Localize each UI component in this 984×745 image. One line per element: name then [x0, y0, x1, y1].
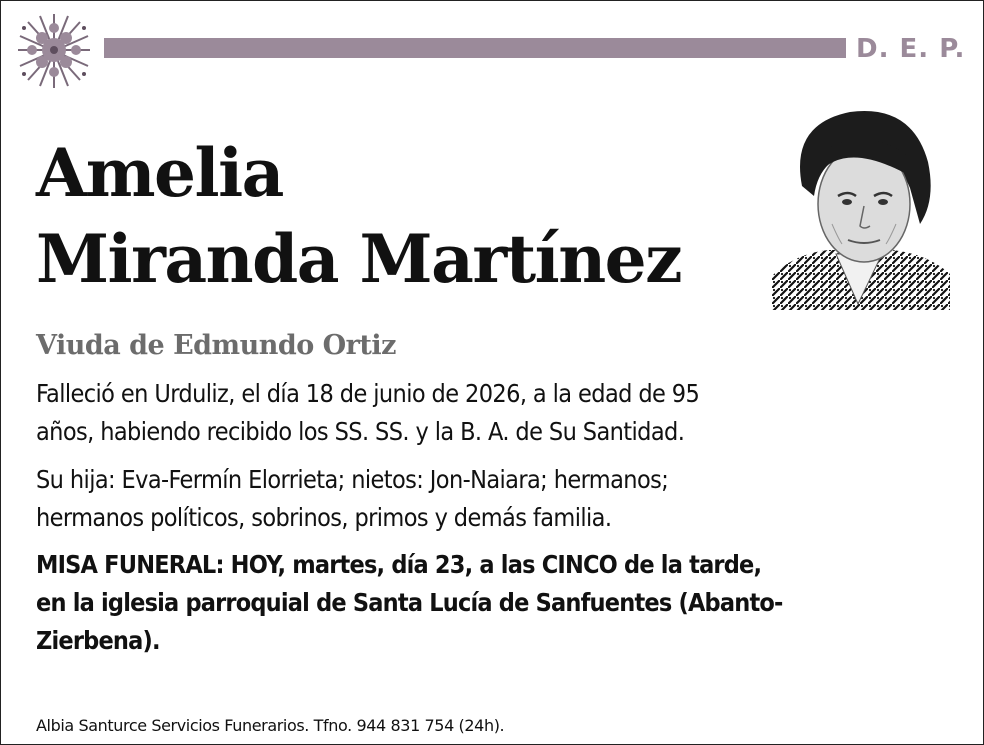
deceased-surnames: Miranda Martínez [36, 220, 682, 298]
widow-of-line: Viuda de Edmundo Ortiz [36, 330, 396, 361]
family-text-line: Su hija: Eva-Fermín Elorrieta; nietos: Jon-Naiara; hermanos; [36, 465, 669, 494]
dep-label: D. E. P. [856, 34, 966, 64]
funeral-text-line: MISA FUNERAL: HOY, martes, día 23, a las CINCO de la tarde, [36, 550, 762, 579]
death-announcement [36, 375, 956, 451]
portrait-photo-icon [772, 104, 950, 310]
header-rule-bar [104, 38, 846, 58]
cross-flower-emblem-icon [12, 10, 96, 92]
death-text-line: años, habiendo recibido los SS. SS. y la B. A. de Su Santidad. [36, 417, 685, 446]
family-text-line: hermanos políticos, sobrinos, primos y demás familia. [36, 503, 612, 532]
funeral-mass-notice [36, 546, 956, 660]
funeral-text-line: en la iglesia parroquial de Santa Lucía de Sanfuentes (Abanto- [36, 588, 783, 617]
death-text-line: Falleció en Urduliz, el día 18 de junio de 2026, a la edad de 95 [36, 379, 700, 408]
deceased-name [36, 130, 681, 302]
funeral-text-line: Zierbena). [36, 626, 160, 655]
family-list [36, 461, 956, 537]
funeral-home-contact: Albia Santurce Servicios Funerarios. Tfno. 944 831 754 (24h). [36, 716, 505, 735]
deceased-first-name: Amelia [36, 134, 283, 212]
